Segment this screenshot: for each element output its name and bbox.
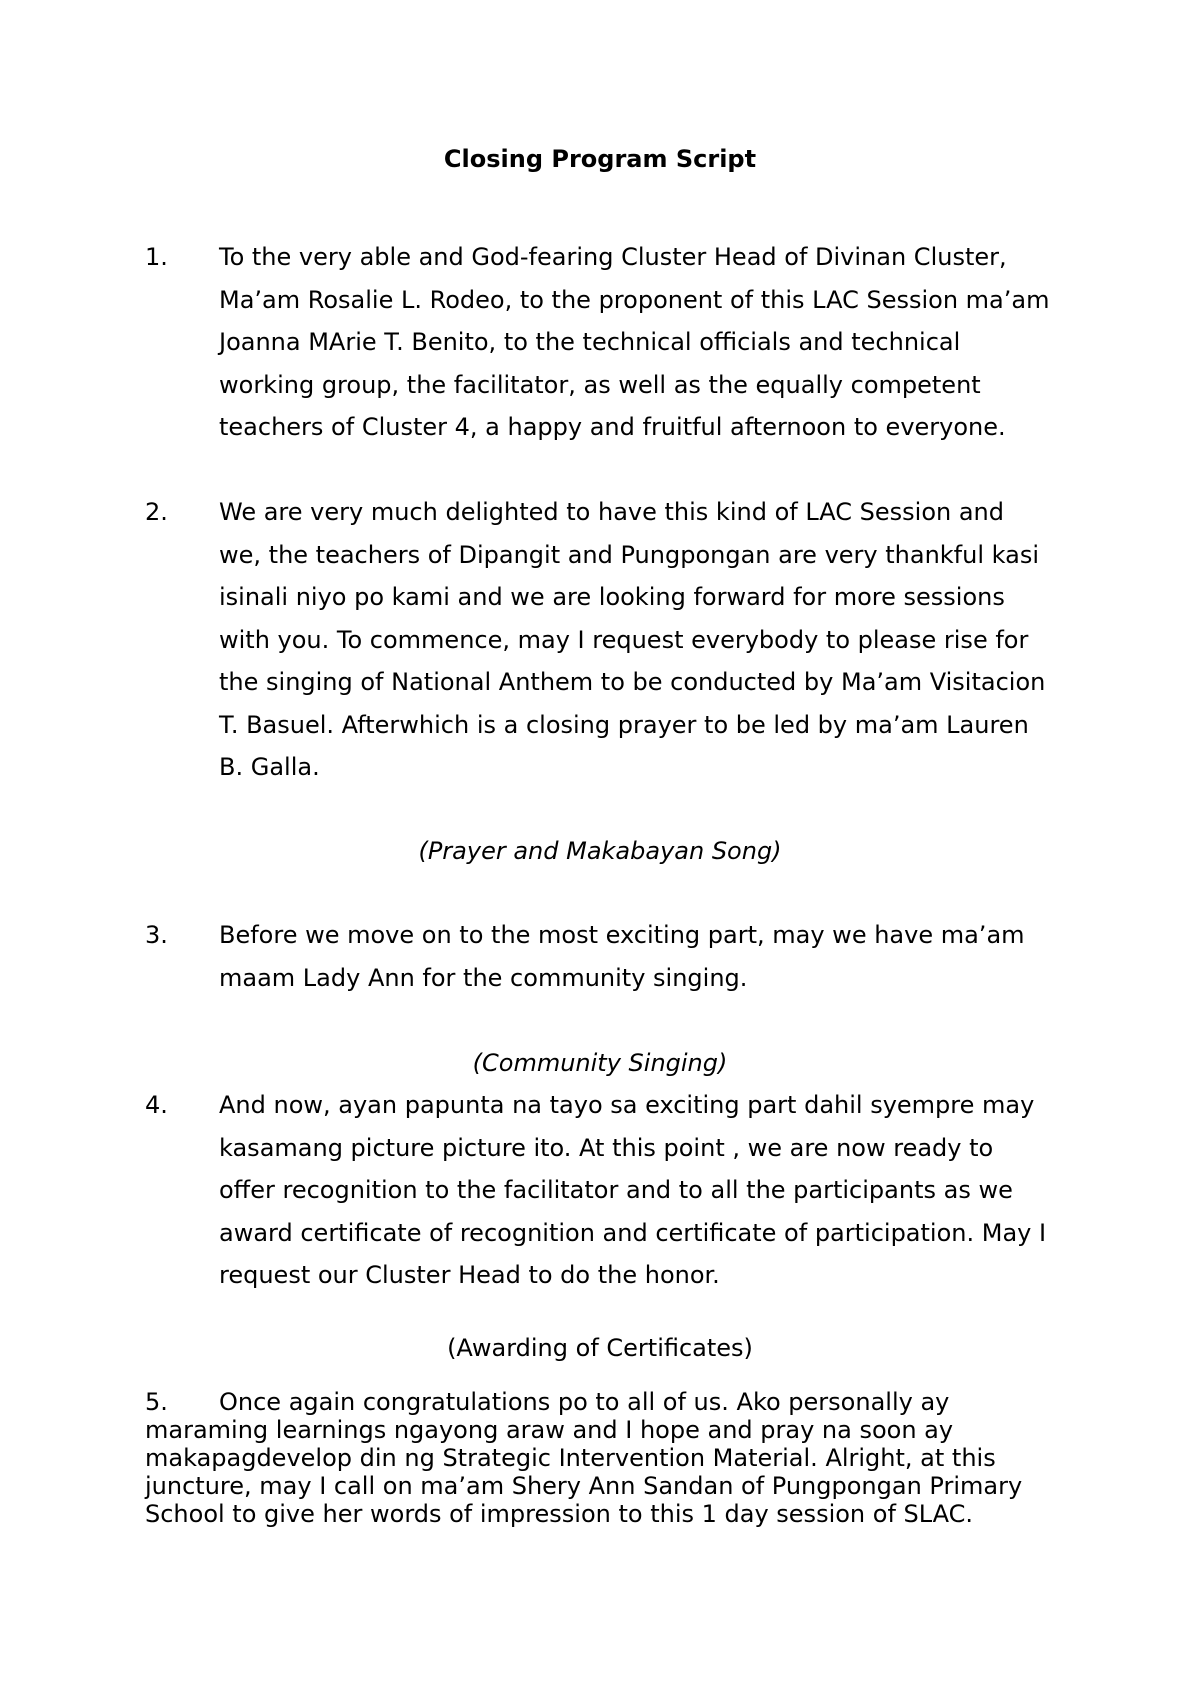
text-line: we, the teachers of Dipangit and Pungpongan are very thankful kasi [219,540,1039,569]
item-number: 4. [145,1091,168,1119]
script-item-2 [145,491,1095,791]
item-number: 3. [145,921,168,949]
text-line: award certificate of recognition and certificate of participation. May I [219,1218,1047,1247]
item-text [219,914,1119,999]
text-line: And now, ayan papunta na tayo sa exciting part dahil syempre may [219,1091,1035,1119]
text-line: Ma’am Rosalie L. Rodeo, to the proponent of this LAC Session ma’am [219,285,1050,314]
item-text [219,236,1119,449]
item-number: 2. [145,498,168,526]
item-text [219,1084,1119,1297]
text-line: Before we move on to the most exciting part, may we have ma’am [219,921,1025,949]
text-line: teachers of Cluster 4, a happy and fruitful afternoon to everyone. [219,413,1006,441]
item-text [219,491,1119,789]
text-line: maam Lady Ann for the community singing. [219,963,748,992]
text-line [145,1388,1075,1416]
item-number: 1. [145,243,168,271]
text-line: maraming learnings ngayong araw and I hope and pray na soon ay [145,1416,954,1444]
text-line: isinali niyo po kami and we are looking forward for more sessions [219,583,1005,611]
text-line: the singing of National Anthem to be conducted by Ma’am Visitacion [219,668,1046,696]
text-line: working group, the facilitator, as well as the equally competent [219,370,981,399]
document-title: Closing Program Script [443,145,757,173]
text-line: T. Basuel. Afterwhich is a closing prayer to be led by ma’am Lauren [219,710,1029,739]
stage-direction-prayer: (Prayer and Makabayan Song) [418,837,782,865]
script-item-5 [145,1388,1075,1528]
text-line: juncture, may I call on ma’am Shery Ann Sandan of Pungpongan Primary [145,1472,1023,1500]
text-line: makapagdevelop din ng Strategic Intervention Material. Alright, at this [145,1444,996,1472]
text-line-content: Once again congratulations po to all of us. Ako personally ay [219,1388,950,1416]
text-line: We are very much delighted to have this kind of LAC Session and [219,498,1004,526]
text-line: with you. To commence, may I request everybody to please rise for [219,625,1029,654]
script-item-3 [145,914,1095,1004]
script-item-4 [145,1084,1095,1299]
stage-direction-awarding: (Awarding of Certificates) [447,1334,753,1362]
stage-direction-community-singing: (Community Singing) [472,1049,728,1077]
item-number: 5. [145,1388,168,1416]
text-line: offer recognition to the facilitator and to all the participants as we [219,1176,1013,1204]
text-line: To the very able and God-fearing Cluster Head of Divinan Cluster, [219,243,1007,271]
text-line: Joanna MArie T. Benito, to the technical officials and technical [219,328,961,356]
text-line: School to give her words of impression to this 1 day session of SLAC. [145,1500,974,1528]
text-line: request our Cluster Head to do the honor. [219,1261,720,1289]
text-line: B. Galla. [219,753,320,781]
text-line: kasamang picture picture ito. At this point , we are now ready to [219,1133,994,1162]
script-item-1 [145,236,1095,451]
